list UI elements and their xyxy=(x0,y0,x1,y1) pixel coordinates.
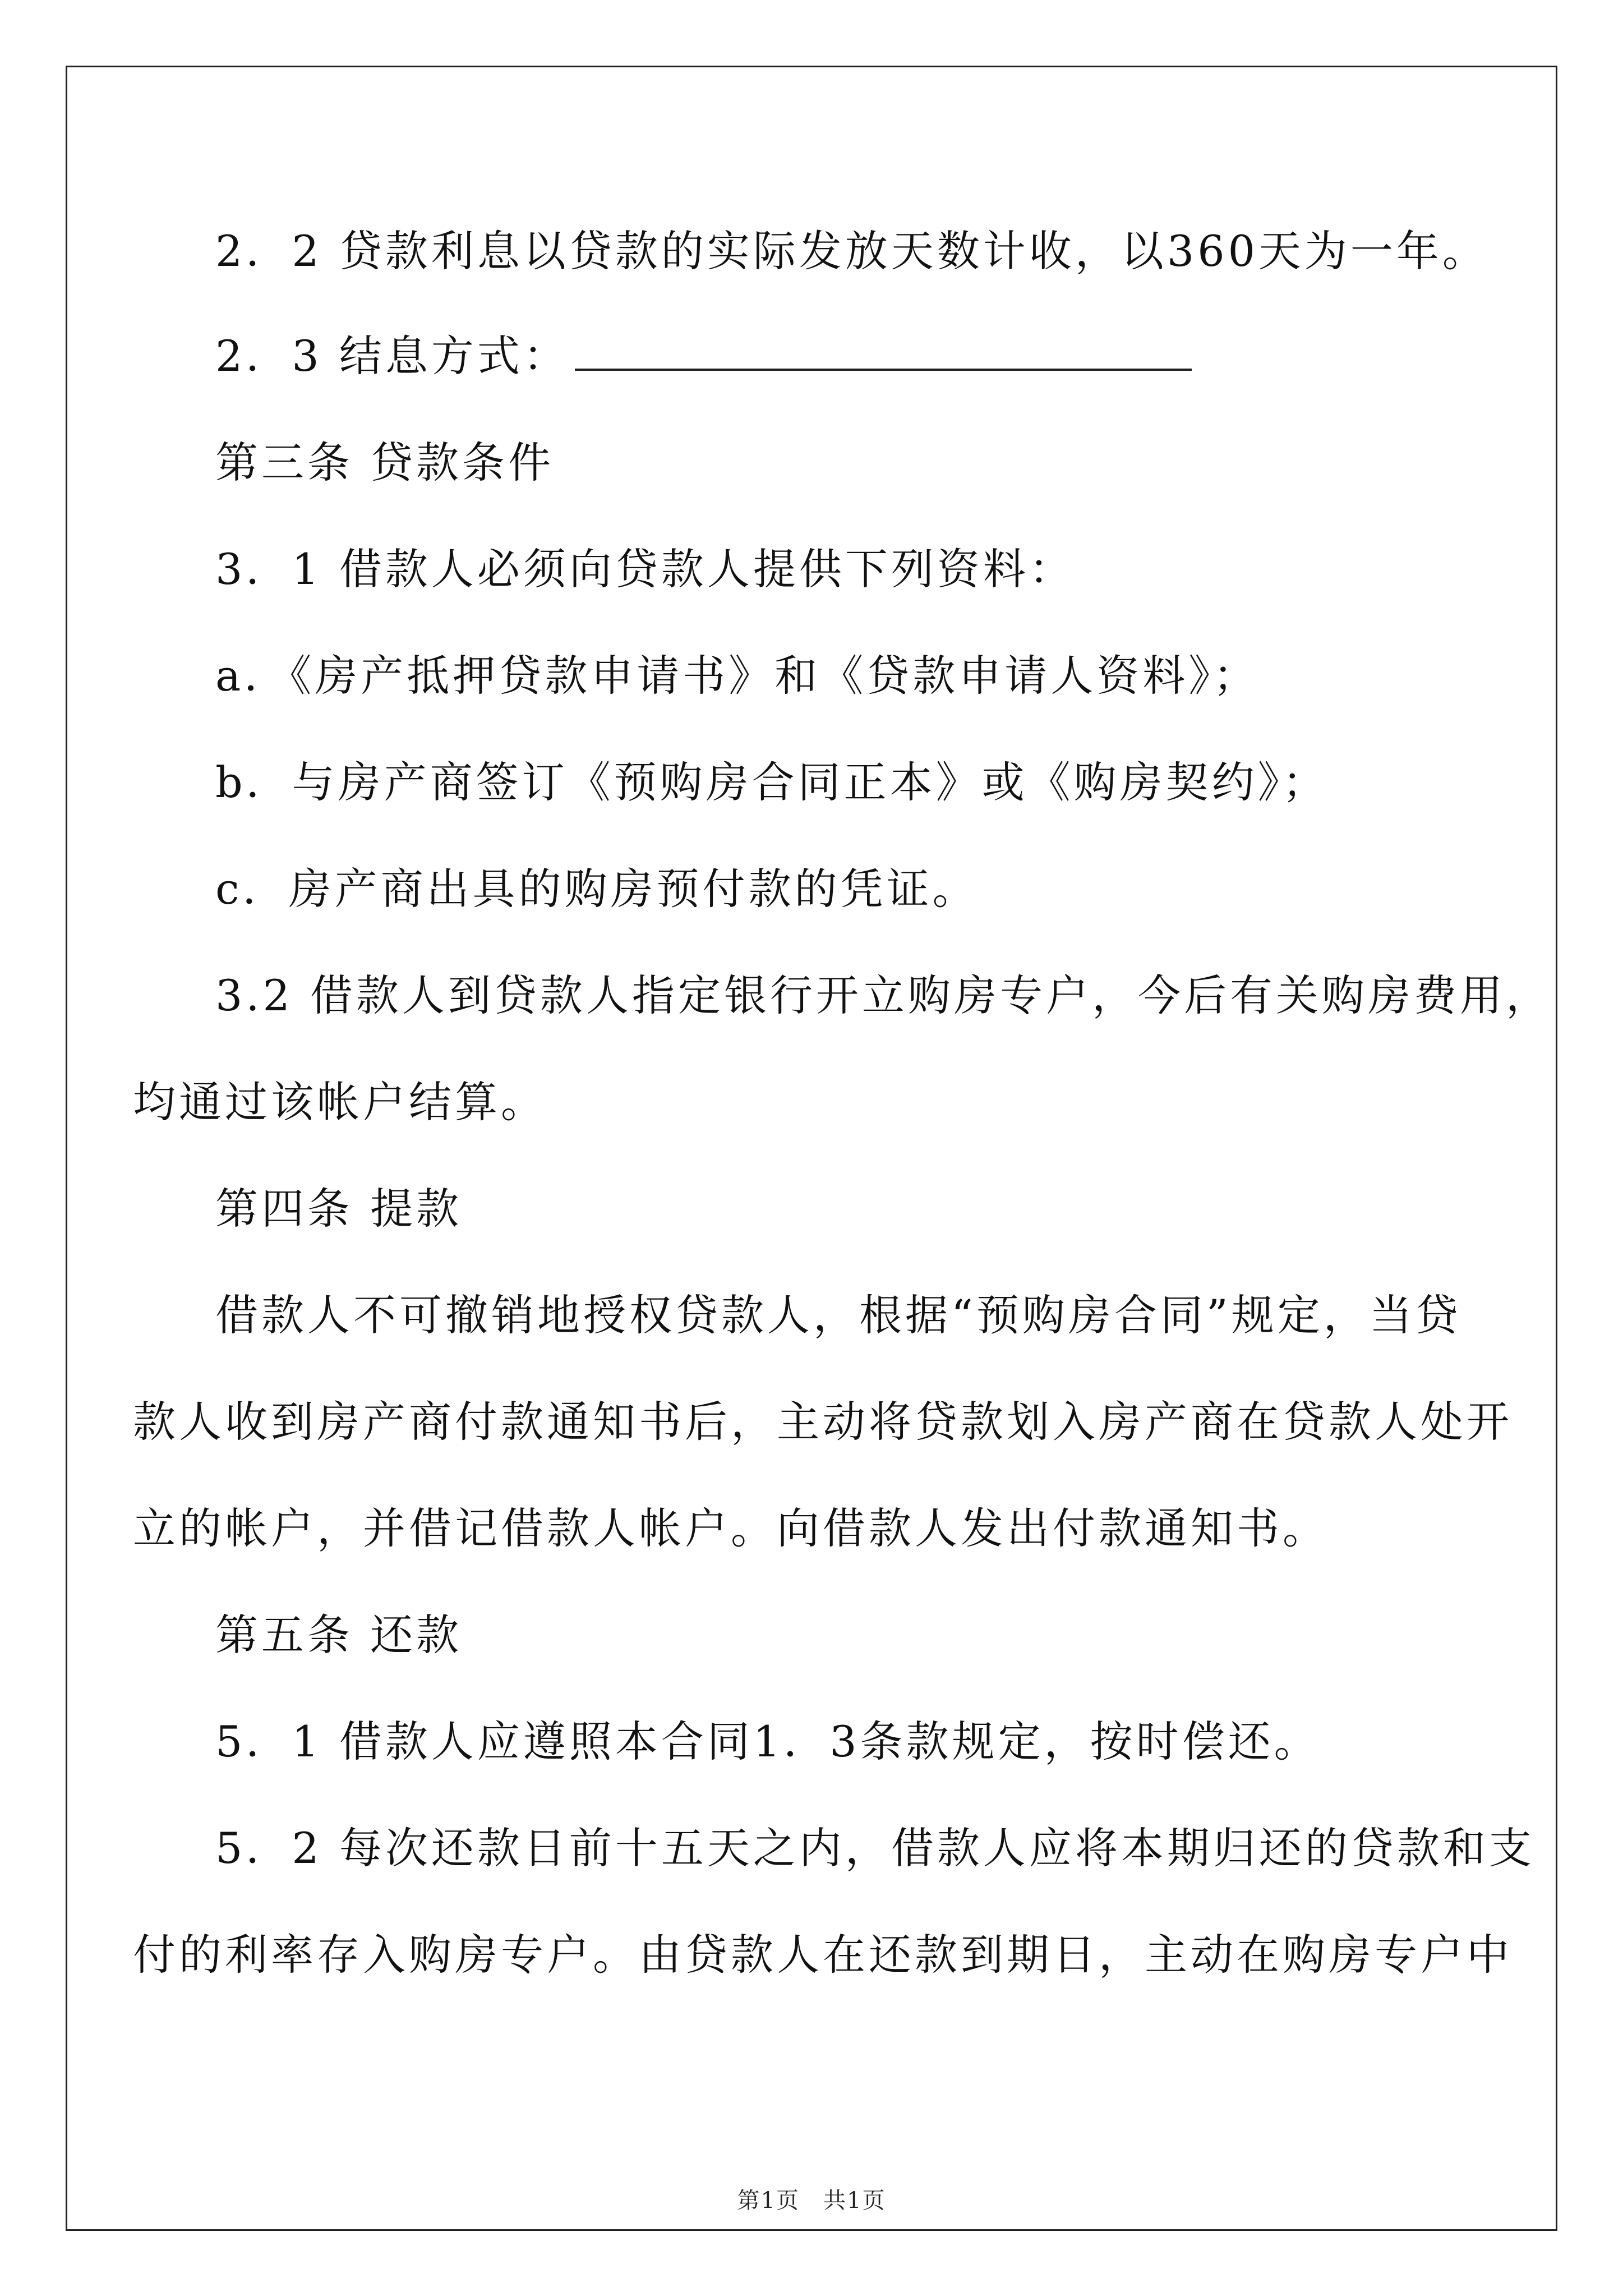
page-number-footer: 第1页 共1页 xyxy=(737,2188,886,2214)
article-4-line-1: 借款人不可撤销地授权贷款人，根据“预购房合同”规定，当贷 xyxy=(215,1290,1461,1340)
list-item-a: a．《房产抵押贷款申请书》和《贷款申请人资料》； xyxy=(215,651,1260,701)
paragraph-3-2-line-1: 3.2 借款人到贷款人指定银行开立购房专户，今后有关购房费用， xyxy=(215,970,1552,1020)
paragraph-2-3 xyxy=(215,331,1192,381)
article-4-line-2: 款人收到房产商付款通知书后，主动将贷款划入房产商在贷款人处开 xyxy=(133,1397,1513,1447)
paragraph-3-2-line-2: 均通过该帐户结算。 xyxy=(133,1077,547,1127)
paragraph-3-1: 3．1 借款人必须向贷款人提供下列资料： xyxy=(215,544,1075,594)
article-3-heading: 第三条 贷款条件 xyxy=(215,438,555,487)
paragraph-5-1: 5．1 借款人应遵照本合同1．3条款规定，按时偿还。 xyxy=(215,1717,1320,1766)
paragraph-2-3-text: 2．3 结息方式： xyxy=(215,331,569,381)
paragraph-5-2-line-2: 付的利率存入购房专户。由贷款人在还款到期日，主动在购房专户中 xyxy=(133,1930,1513,1980)
fill-in-blank-line xyxy=(575,368,1192,371)
list-item-b: b．与房产商签订《预购房合同正本》或《购房契约》； xyxy=(215,757,1329,807)
paragraph-5-2-line-1: 5．2 每次还款日前十五天之内，借款人应将本期归还的贷款和支 xyxy=(215,1823,1535,1873)
article-4-line-3: 立的帐户，并借记借款人帐户。向借款人发出付款通知书。 xyxy=(133,1503,1329,1553)
list-item-c: c．房产商出具的购房预付款的凭证。 xyxy=(215,864,979,914)
article-5-heading: 第五条 还款 xyxy=(215,1610,463,1660)
article-4-heading: 第四条 提款 xyxy=(215,1184,463,1234)
paragraph-2-2: 2．2 贷款利息以贷款的实际发放天数计收，以360天为一年。 xyxy=(215,226,1488,276)
